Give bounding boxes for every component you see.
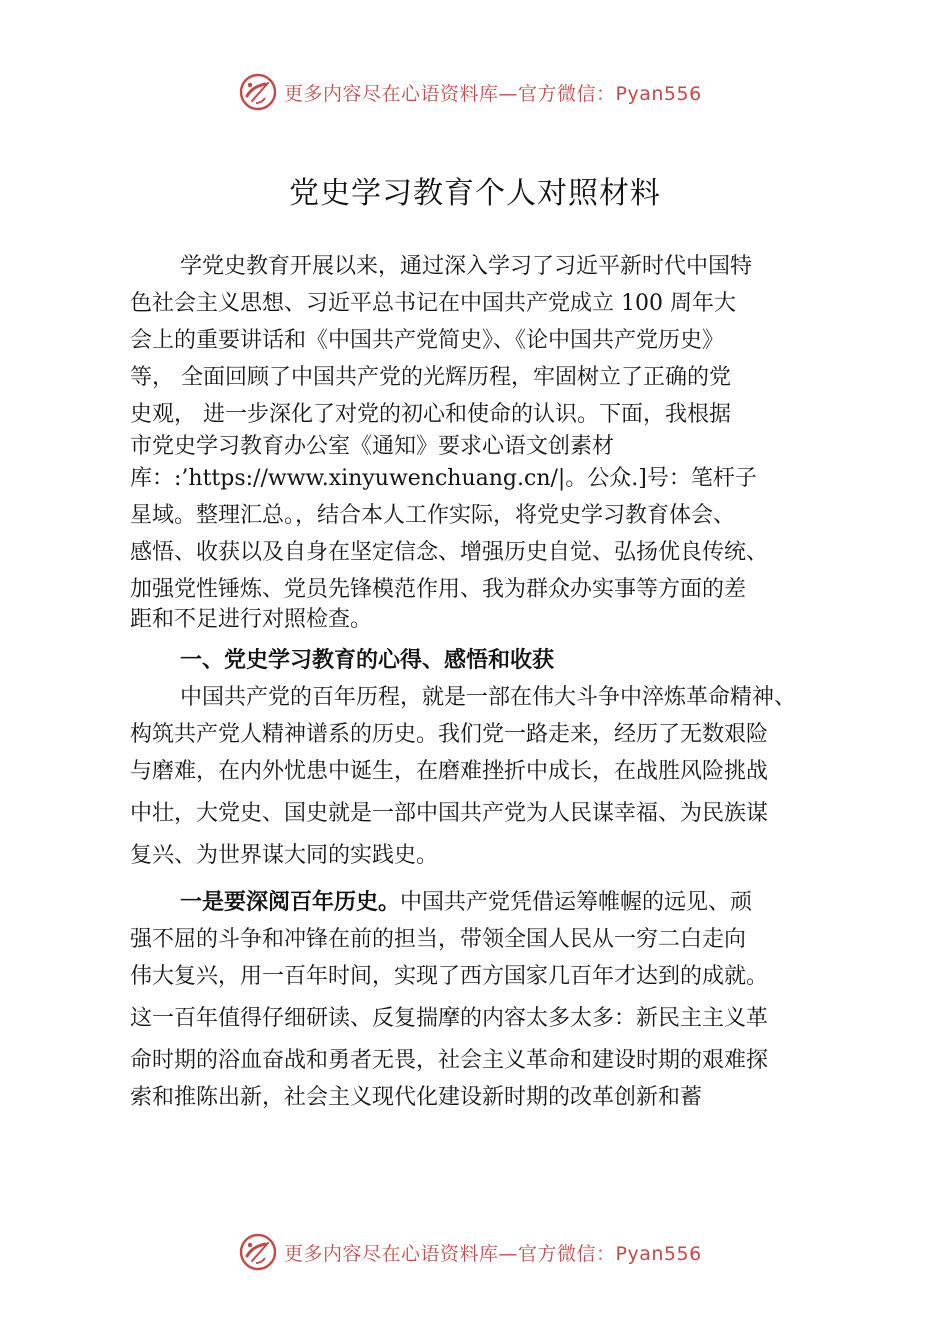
paragraph-line: 索和推陈出新，社会主义现代化建设新时期的改革创新和蓄 xyxy=(130,1085,703,1110)
paragraph-line: 加强党性锤炼、党员先锋模范作用、我为群众办实事等方面的差 xyxy=(130,577,747,602)
footer-banner xyxy=(0,1230,950,1274)
paragraph-line: 伟大复兴，用一百年时间，实现了西方国家几百年才达到的成就。 xyxy=(130,964,769,989)
paragraph-line: 构筑共产党人精神谱系的历史。我们党一路走来，经历了无数艰险 xyxy=(130,722,769,747)
banner-text: 更多内容尽在心语资料库—官方微信：Pyan556 xyxy=(284,82,702,105)
paragraph-line: 星域。整理汇总。，结合本人工作实际，将党史学习教育体会、 xyxy=(130,503,736,528)
header-banner xyxy=(0,70,950,114)
paragraph-line: 强不屈的斗争和冲锋在前的担当，带领全国人民从一穷二白走向 xyxy=(130,927,747,952)
point-lead: 一是要深阅百年历史。 xyxy=(180,890,401,915)
paragraph-line: 中国共产党的百年历程，就是一部在伟大斗争中淬炼革命精神、 xyxy=(180,685,797,710)
paragraph-line: 市党史学习教育办公室《通知》要求心语文创素材 xyxy=(130,434,615,459)
paragraph-line: 等， 全面回顾了中国共产党的光辉历程，牢固树立了正确的党 xyxy=(130,365,731,390)
section-heading: 一、党史学习教育的心得、感悟和收获 xyxy=(180,648,555,673)
paragraph-line: 库：:’https://www.xinyuwenchuang.cn/|。公众.]号：笔杆子 xyxy=(130,466,757,491)
document-title: 党史学习教育个人对照材料 xyxy=(289,176,661,211)
point-first-line xyxy=(180,888,752,918)
paragraph-line: 距和不足进行对照检查。 xyxy=(130,607,373,632)
paragraph-line: 命时期的浴血奋战和勇者无畏，社会主义革命和建设时期的艰难探 xyxy=(130,1048,769,1073)
point-text: 中国共产党凭借运筹帷幄的远见、顽 xyxy=(400,890,753,915)
paragraph-line: 学党史教育开展以来，通过深入学习了习近平新时代中国特 xyxy=(180,254,753,279)
paragraph-line: 复兴、为世界谋大同的实践史。 xyxy=(130,843,439,868)
paragraph-line: 史观， 进一步深化了对党的初心和使命的认识。下面，我根据 xyxy=(130,402,731,427)
paragraph-line: 这一百年值得仔细研读、反复揣摩的内容太多太多：新民主主义革 xyxy=(130,1006,769,1031)
hand-pen-logo-icon xyxy=(238,72,278,112)
hand-pen-logo-icon xyxy=(238,1232,278,1272)
banner-text: 更多内容尽在心语资料库—官方微信：Pyan556 xyxy=(284,1242,702,1265)
paragraph-line: 会上的重要讲话和《中国共产党简史》、《论中国共产党历史》 xyxy=(130,328,725,353)
paragraph-line: 与磨难，在内外忧患中诞生，在磨难挫折中成长，在战胜风险挑战 xyxy=(130,759,769,784)
paragraph-line: 色社会主义思想、习近平总书记在中国共产党成立 100 周年大 xyxy=(130,291,736,316)
paragraph-line: 感悟、收获以及自身在坚定信念、增强历史自觉、弘扬优良传统、 xyxy=(130,540,769,565)
paragraph-line: 中壮，大党史、国史就是一部中国共产党为人民谋幸福、为民族谋 xyxy=(130,801,769,826)
